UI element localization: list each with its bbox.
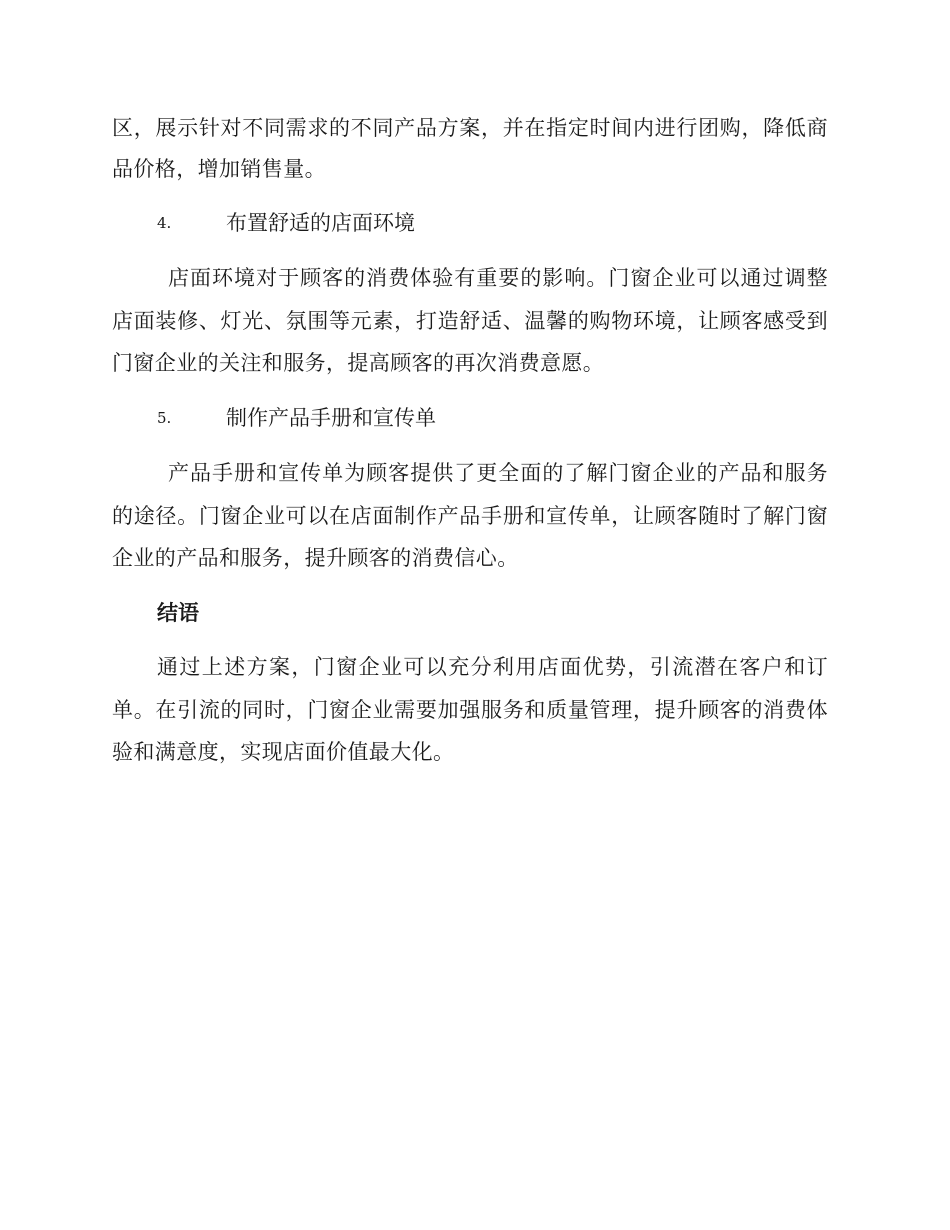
conclusion-line-1: 通过上述方案，门窗企业可以充分利用店面优势，引流潜在客户和订 xyxy=(157,655,828,679)
conclusion-line-2: 单。在引流的同时，门窗企业需要加强服务和质量管理，提升顾客的消费体 xyxy=(112,698,828,722)
section-4-line-1: 店面环境对于顾客的消费体验有重要的影响。门窗企业可以通过调整 xyxy=(168,266,828,290)
intro-line-2: 品价格，增加销售量。 xyxy=(112,157,326,181)
section-5-line-2: 的途径。门窗企业可以在店面制作产品手册和宣传单，让顾客随时了解门窗 xyxy=(112,504,828,528)
section-4-line-2: 店面装修、灯光、氛围等元素，打造舒适、温馨的购物环境，让顾客感受到 xyxy=(112,309,828,333)
conclusion-title: 结语 xyxy=(157,601,199,625)
section-4-number: 4. xyxy=(157,214,172,232)
section-4-line-3: 门窗企业的关注和服务，提高顾客的再次消费意愿。 xyxy=(112,351,605,375)
section-4-title: 布置舒适的店面环境 xyxy=(226,211,415,235)
section-5-number: 5. xyxy=(157,409,172,427)
intro-line-1: 区，展示针对不同需求的不同产品方案，并在指定时间内进行团购，降低商 xyxy=(112,116,828,140)
section-5-title: 制作产品手册和宣传单 xyxy=(226,406,436,430)
section-5-line-3: 企业的产品和服务，提升顾客的消费信心。 xyxy=(112,546,519,570)
conclusion-line-3: 验和满意度，实现店面价值最大化。 xyxy=(112,740,455,764)
section-5-line-1: 产品手册和宣传单为顾客提供了更全面的了解门窗企业的产品和服务 xyxy=(168,461,828,485)
